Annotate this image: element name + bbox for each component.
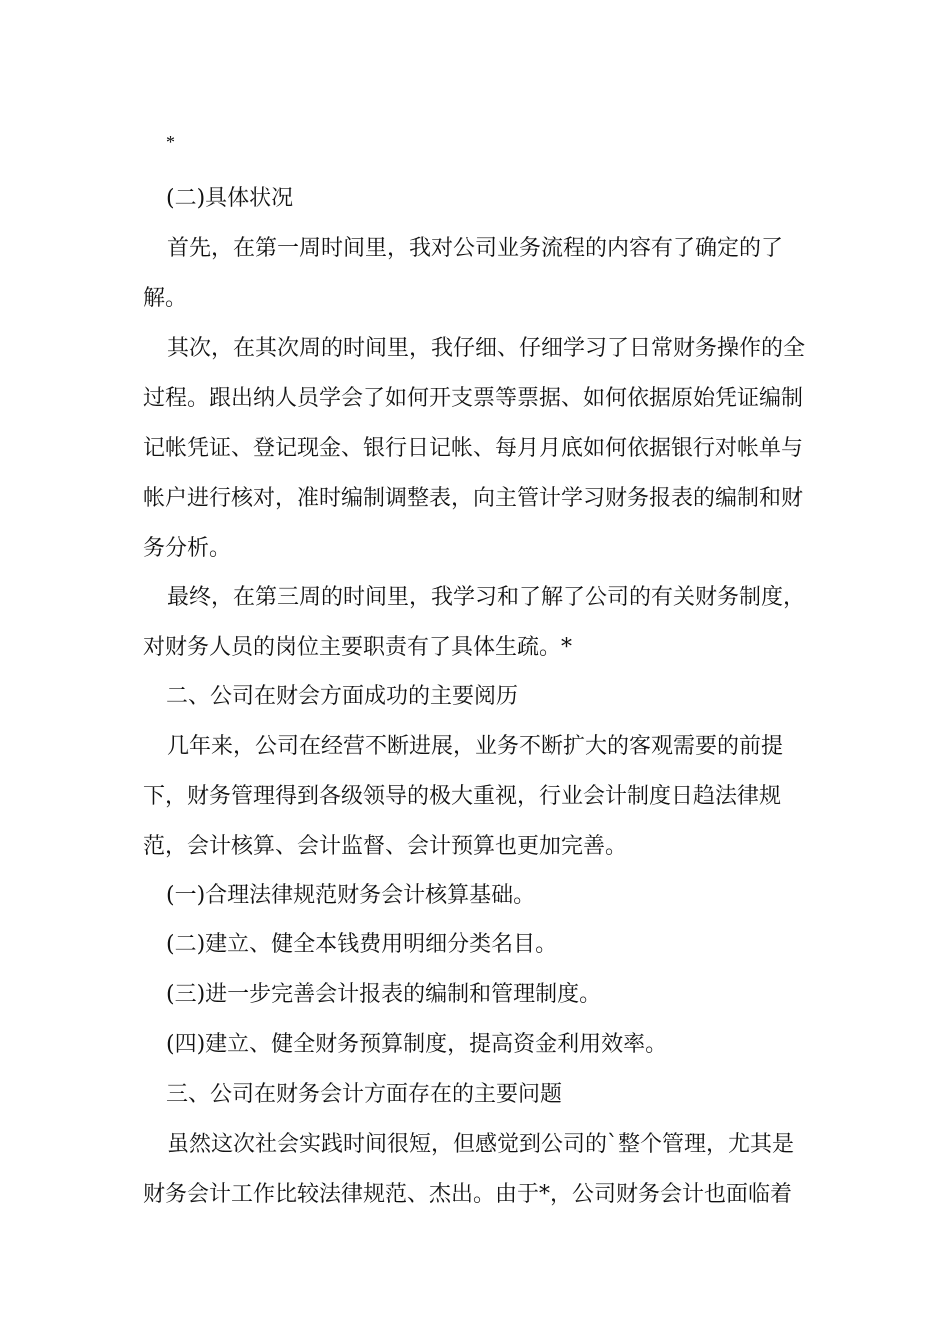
paragraph-text: 最终，在第三周的时间里，我学习和了解了公司的有关财务制度，对财务人员的岗位主要职责有了具体生疏。* (143, 585, 806, 660)
list-item-2: (二)建立、健全本钱费用明细分类名目。 (166, 932, 558, 957)
paragraph-week-one (143, 224, 813, 324)
section-heading-two: 二、公司在财会方面成功的主要阅历 (166, 684, 519, 709)
asterisk-marker: * (166, 132, 175, 152)
paragraph-company-development (143, 722, 813, 872)
paragraph-practice-summary (143, 1120, 813, 1220)
subheading-specific-situation: (二)具体状况 (166, 186, 294, 211)
paragraph-week-two (143, 324, 813, 574)
paragraph-text: 几年来，公司在经营不断进展，业务不断扩大的客观需要的前提下，财务管理得到各级领导的极大重视，行业会计制度日趋法律规范，会计核算、会计监督、会计预算也更加完善。 (143, 734, 784, 859)
paragraph-text: 其次，在其次周的时间里，我仔细、仔细学习了日常财务操作的全过程。跟出纳人员学会了如何开支票等票据、如何依据原始凭证编制记帐凭证、登记现金、银行日记帐、每月月底如何依据银行对帐单与帐户进行核对，准时编制调整表，向主管计学习财务报表的编制和财务分析。 (143, 336, 806, 561)
list-item-4: (四)建立、健全财务预算制度，提高资金利用效率。 (166, 1032, 668, 1057)
list-item-3: (三)进一步完善会计报表的编制和管理制度。 (166, 982, 602, 1007)
list-item-1: (一)合理法律规范财务会计核算基础。 (166, 883, 536, 908)
paragraph-week-three (143, 573, 813, 673)
paragraph-text: 首先，在第一周时间里，我对公司业务流程的内容有了确定的了解。 (143, 236, 784, 311)
section-heading-three: 三、公司在财务会计方面存在的主要问题 (166, 1082, 563, 1107)
paragraph-text: 虽然这次社会实践时间很短，但感觉到公司的`整个管理，尤其是财务会计工作比较法律规范、杰出。由于*，公司财务会计也面临着 (143, 1132, 795, 1207)
